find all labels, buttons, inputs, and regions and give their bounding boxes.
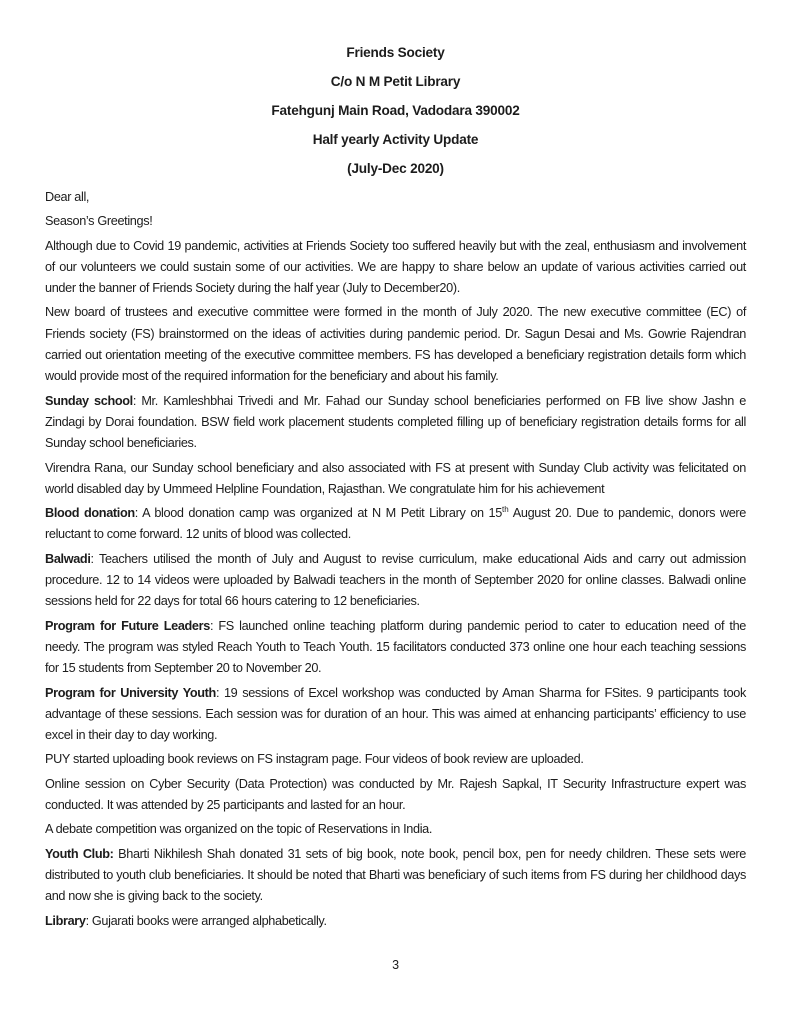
- balwadi-heading: Balwadi: [45, 551, 91, 566]
- header-address-line: Fatehgunj Main Road, Vadodara 390002: [271, 103, 520, 118]
- document-header: [45, 42, 746, 180]
- paragraph-library: [45, 911, 746, 932]
- blood-donation-text-pre: : A blood donation camp was organized at N M Petit Library on 15: [134, 506, 502, 521]
- youth-club-text: Bharti Nikhilesh Shah donated 31 sets of big book, note book, pencil box, pen for needy children. These sets were distributed to youth club beneficiaries. It should be noted that Bharti was beneficiary of such items from FS during her childhood days and now she is giving back to the society.: [45, 846, 746, 904]
- paragraph-puy-instagram: PUY started uploading book reviews on FS instagram page. Four videos of book review are uploaded.: [45, 752, 584, 767]
- paragraph-balwadi: [45, 549, 746, 613]
- header-period: (July-Dec 2020): [347, 161, 444, 176]
- page-number: 3: [392, 958, 399, 972]
- paragraph-sunday-school: [45, 391, 746, 455]
- paragraph-debate: A debate competition was organized on the topic of Reservations in India.: [45, 822, 433, 837]
- paragraph-virendra-rana: Virendra Rana, our Sunday school beneficiary and also associated with FS at present with Sunday Club activity was felicitated on world disabled day by Ummeed Helpline Foundation, Rajasthan. We congratulate him for his achievement: [45, 460, 746, 496]
- paragraph-blood-donation: [45, 503, 746, 546]
- greeting: Season’s Greetings!: [45, 214, 153, 229]
- paragraph-youth-club: [45, 844, 746, 908]
- paragraph-university-youth: [45, 683, 746, 747]
- header-org-name: Friends Society: [346, 45, 445, 60]
- ordinal-suffix: th: [501, 504, 509, 514]
- youth-club-heading: Youth Club:: [45, 846, 114, 861]
- library-text: : Gujarati books were arranged alphabetically.: [85, 913, 327, 928]
- sunday-school-text: : Mr. Kamleshbhai Trivedi and Mr. Fahad our Sunday school beneficiaries performed on FB live show Jashn e Zindagi by Dorai foundation. BSW field work placement students completed filling up of beneficiary registration details forms for all Sunday school beneficiaries.: [45, 393, 746, 451]
- university-youth-heading: Program for University Youth: [45, 685, 216, 700]
- paragraph-cyber-security: Online session on Cyber Security (Data Protection) was conducted by Mr. Rajesh Sapkal, IT Security Infrastructure expert was conducted. It was attended by 25 participants and lasted for an hour.: [45, 776, 746, 813]
- balwadi-text: : Teachers utilised the month of July and August to revise curriculum, make educational Aids and carry out admission procedure. 12 to 14 videos were uploaded by Balwadi teachers in the month of September 2020 for online classes. Balwadi online sessions held for 22 days for total 66 hours catering to 12 beneficiaries.: [45, 551, 746, 609]
- paragraph-future-leaders: [45, 616, 746, 680]
- blood-donation-heading: Blood donation: [45, 506, 135, 521]
- header-document-title: Half yearly Activity Update: [312, 132, 479, 147]
- header-care-of-line: C/o N M Petit Library: [330, 74, 461, 89]
- future-leaders-text: : FS launched online teaching platform during pandemic period to cater to education need of the needy. The program was styled Reach Youth to Teach Youth. 15 facilitators conducted 373 online one hour each teaching sessions for 15 students from September 20 to November 20.: [45, 618, 746, 676]
- paragraph-covid-intro: Although due to Covid 19 pandemic, activities at Friends Society too suffered heavily but with the zeal, enthusiasm and involvement of our volunteers we could sustain some of our activities. We are happy to share below an update of various activities carried out under the banner of Friends Society during the half year (July to December20).: [45, 238, 746, 296]
- blood-donation-text-post: August 20. Due to pandemic, donors were reluctant to come forward. 12 units of blood was collected.: [45, 506, 746, 542]
- sunday-school-heading: Sunday school: [45, 393, 133, 408]
- university-youth-text: : 19 sessions of Excel workshop was conducted by Aman Sharma for FSites. 9 participants took advantage of these sessions. Each session was for duration of an hour. This was aimed at enhancing participants’ efficiency to use excel in their day to day working.: [45, 685, 746, 743]
- future-leaders-heading: Program for Future Leaders: [45, 618, 210, 633]
- paragraph-new-board: New board of trustees and executive committee were formed in the month of July 2020. The new executive committee (EC) of Friends society (FS) brainstormed on the ideas of activities during pandemic period. Dr. Sagun Desai and Ms. Gowrie Rajendran carried out orientation meeting of the executive committee members. FS has developed a beneficiary registration details form which would provide most of the required information for the beneficiary and about his family.: [45, 305, 746, 384]
- salutation: Dear all,: [45, 190, 90, 204]
- library-heading: Library: [45, 913, 86, 928]
